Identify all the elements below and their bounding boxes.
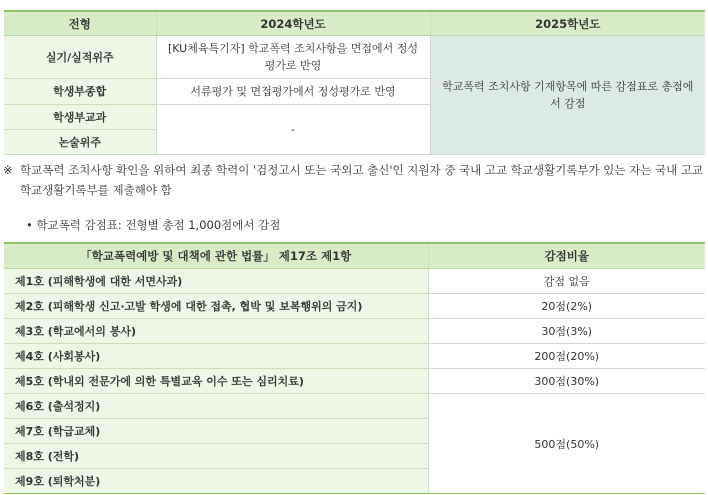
table-row-label: 제2호 (피해학생 신고·고발 학생에 대한 접촉, 협박 및 보복행위의 금지) [4,294,428,319]
table-row-value: 200점(20%) [428,344,705,369]
note-mark: ※ [3,163,13,177]
table-row-label: 제1호 (피해학생에 대한 서면사과) [4,269,428,294]
header-deduction-ratio: 감점비율 [428,243,705,269]
header-admission-type: 전형 [4,11,156,36]
cell-2024-practical: [KU체육특기자] 학교폭력 조치사항을 면접에서 정성평가로 반영 [156,36,430,79]
row-label-essay: 논술위주 [4,130,156,155]
note-text [3,160,705,200]
table-row-label: 제6호 (출석정지) [4,394,428,419]
deduction-bullet: • 학교폭력 감점표: 전형별 총점 1,000점에서 감점 [26,218,281,232]
merged-value-6-9: 500점(50%) [428,394,705,494]
cell-2024-gpa-essay: - [156,105,430,155]
admission-type-table [4,10,705,155]
row-label-comprehensive: 학생부종합 [4,79,156,105]
table-row-label: 제7호 (학급교체) [4,419,428,444]
row-label-gpa: 학생부교과 [4,105,156,130]
cell-2024-comprehensive: 서류평가 및 면접평가에서 정성평가로 반영 [156,79,430,105]
header-2024: 2024학년도 [156,11,430,36]
row-label-practical: 실기/실적위주 [4,36,156,79]
table-row-value: 20점(2%) [428,294,705,319]
table-row-label: 제8호 (전학) [4,444,428,469]
table-row-value: 300점(30%) [428,369,705,394]
table-row-label: 제4호 (사회봉사) [4,344,428,369]
table-row-label: 제9호 (퇴학처분) [4,469,428,494]
table-row-value: 30점(3%) [428,319,705,344]
note-body: 학교폭력 조치사항 확인을 위하여 최종 학력이 '검정고시 또는 국외고 출신'인 지원자 중 국내 고교 학교생활기록부가 있는 자는 국내 고교 학교생활기록부를 제출해야 함 [20,163,704,197]
table-row-value: 감점 없음 [428,269,705,294]
cell-2025-merged: 학교폭력 조치사항 기재항목에 따른 감점표로 총점에서 감점 [430,36,705,155]
header-law-article: 「학교폭력예방 및 대책에 관한 법률」 제17조 제1항 [4,243,428,269]
header-2025: 2025학년도 [430,11,705,36]
deduction-table [4,242,705,494]
table-row-label: 제5호 (학내외 전문가에 의한 특별교육 이수 또는 심리치료) [4,369,428,394]
table-row-label: 제3호 (학교에서의 봉사) [4,319,428,344]
